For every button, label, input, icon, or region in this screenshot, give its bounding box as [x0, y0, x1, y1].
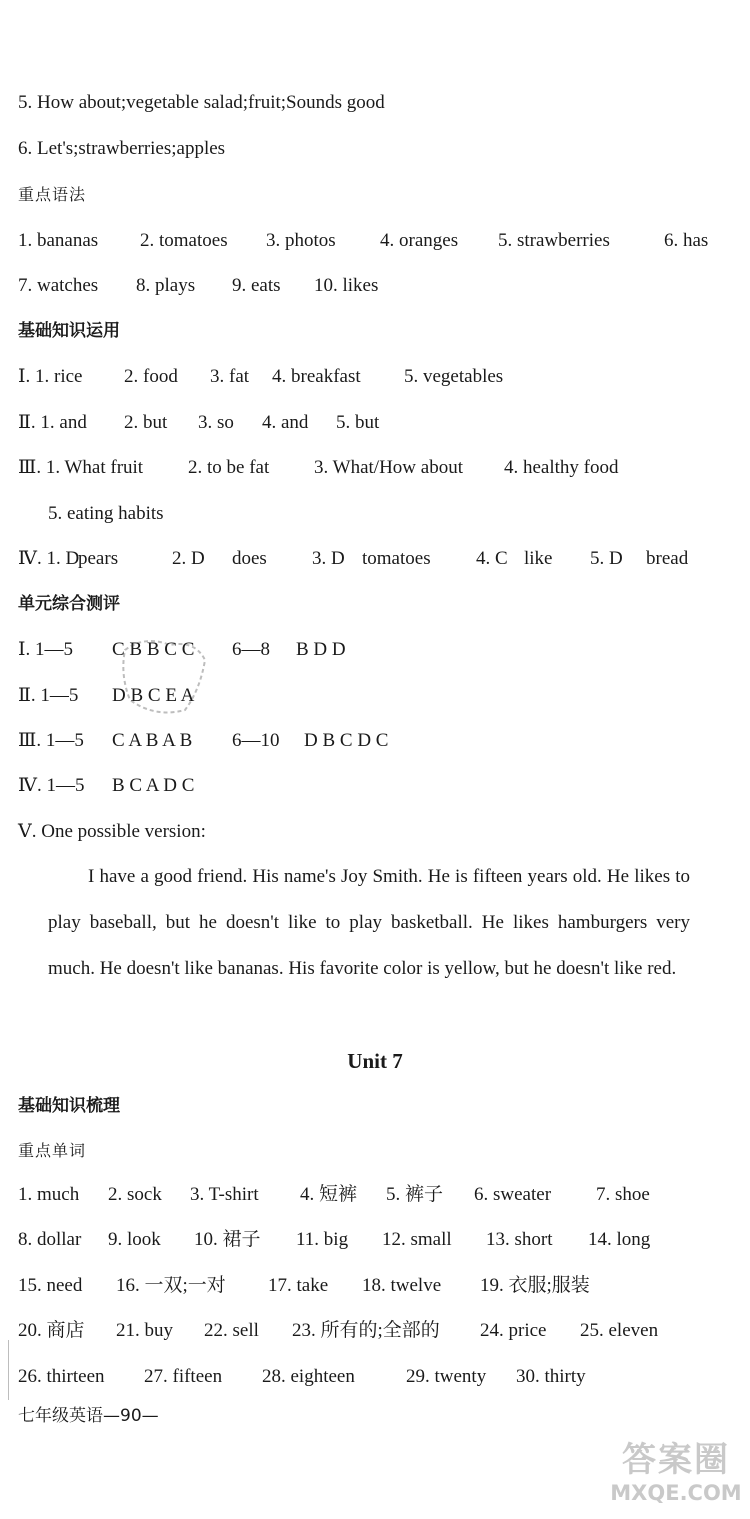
basic-use-item: 3. D [312, 548, 345, 569]
unit7-sub-heading: 重点单词 [18, 1141, 87, 1160]
word-row-5 [18, 1365, 742, 1389]
basic-use-item: Ⅱ. 1. and [18, 412, 87, 433]
word-item: 4. 短裤 [300, 1184, 358, 1205]
basic-use-item: 5. but [336, 412, 380, 433]
basic-use-row-4 [18, 547, 742, 571]
unit-test-row-3 [18, 729, 742, 753]
unit-test-item: B D D [296, 639, 346, 660]
grammar-item: 5. strawberries [498, 230, 610, 251]
basic-use-item: does [232, 548, 267, 569]
basic-use-item: 3. so [198, 412, 234, 433]
word-item: 5. 裤子 [386, 1184, 444, 1205]
basic-use-item: pears [78, 548, 119, 569]
basic-use-row-1 [18, 365, 742, 389]
word-row-4 [18, 1319, 742, 1343]
stamp-mark [115, 630, 215, 720]
grammar-item: 3. photos [266, 230, 336, 251]
word-item: 2. sock [108, 1184, 162, 1205]
basic-use-item: 2. D [172, 548, 205, 569]
unit-test-item: D B C E A [112, 685, 195, 706]
word-item: 7. shoe [596, 1184, 650, 1205]
basic-use-heading: 基础知识运用 [18, 321, 120, 341]
basic-use-item: 5. D [590, 548, 623, 569]
word-item: 19. 衣服;服装 [480, 1275, 590, 1296]
basic-use-item: 4. breakfast [272, 366, 361, 387]
grammar-heading: 重点语法 [18, 185, 87, 204]
basic-use-item: 3. What/How about [314, 457, 463, 478]
margin-rule [8, 1340, 9, 1400]
grammar-item: 6. has [664, 230, 709, 251]
watermark-cn: 答案圈 [622, 1440, 730, 1480]
word-item: 11. big [296, 1229, 349, 1250]
unit-test-item: D B C D C [304, 730, 389, 751]
grammar-item: 9. eats [232, 275, 281, 296]
word-item: 27. fifteen [144, 1366, 223, 1387]
answer-line-6: 6. Let's;strawberries;apples [18, 138, 226, 159]
word-item: 17. take [268, 1275, 329, 1296]
unit-test-item: C A B A B [112, 730, 193, 751]
essay-text: I have a good friend. His name's Joy Smith. He is fifteen years old. He likes to play baseball, but he doesn't like to play basketball. He likes hamburgers very much. He doesn't like bananas. His favorite color is yellow, but he doesn't like red. [48, 866, 690, 979]
grammar-item: 7. watches [18, 275, 99, 296]
word-item: 23. 所有的;全部的 [292, 1320, 440, 1341]
word-row-2 [18, 1228, 742, 1252]
word-item: 3. T-shirt [190, 1184, 259, 1205]
word-item: 15. need [18, 1275, 83, 1296]
word-item: 9. look [108, 1229, 161, 1250]
grammar-item: 2. tomatoes [140, 230, 228, 251]
grammar-item: 8. plays [136, 275, 196, 296]
watermark-en: MXQE.COM [610, 1481, 742, 1505]
grammar-item: 1. bananas [18, 230, 99, 251]
word-item: 16. 一双;一对 [116, 1275, 226, 1296]
word-row-3 [18, 1274, 742, 1298]
site-watermark [606, 1440, 746, 1515]
word-item: 8. dollar [18, 1229, 82, 1250]
basic-use-item: like [524, 548, 553, 569]
word-item: 24. price [480, 1320, 547, 1341]
basic-use-item: Ⅰ. 1. rice [18, 366, 83, 387]
word-row-1 [18, 1183, 742, 1207]
grammar-item: 4. oranges [380, 230, 459, 251]
word-item: 25. eleven [580, 1320, 659, 1341]
word-item: 30. thirty [516, 1366, 586, 1387]
word-item: 21. buy [116, 1320, 173, 1341]
word-item: 10. 裙子 [194, 1229, 261, 1250]
unit-test-item: B C A D C [112, 775, 195, 796]
word-item: 14. long [588, 1229, 651, 1250]
word-item: 29. twenty [406, 1366, 487, 1387]
word-item: 13. short [486, 1229, 553, 1250]
basic-use-item: 4. C [476, 548, 508, 569]
basic-use-item: 2. but [124, 412, 168, 433]
basic-use-item: bread [646, 548, 689, 569]
basic-use-item: 4. and [262, 412, 309, 433]
word-item: 28. eighteen [262, 1366, 355, 1387]
unit-test-item: Ⅱ. 1—5 [18, 685, 79, 706]
word-item: 20. 商店 [18, 1320, 85, 1341]
essay-paragraph [48, 854, 690, 992]
word-item: 22. sell [204, 1320, 259, 1341]
page-footer: 七年级英语—90— [18, 1406, 159, 1426]
unit-test-row-5: Ⅴ. One possible version: [18, 821, 206, 842]
word-item: 1. much [18, 1184, 80, 1205]
unit-test-item: Ⅳ. 1—5 [18, 775, 85, 796]
word-item: 26. thirteen [18, 1366, 105, 1387]
basic-use-item: Ⅳ. 1. D [18, 548, 80, 569]
basic-use-item: 2. to be fat [188, 457, 270, 478]
unit7-section-heading: 基础知识梳理 [18, 1096, 120, 1116]
basic-use-item: Ⅲ. 1. What fruit [18, 457, 144, 478]
basic-use-row-3 [18, 456, 742, 480]
unit-test-heading: 单元综合测评 [18, 594, 120, 614]
unit-test-item: 6—8 [232, 639, 270, 660]
word-item: 6. sweater [474, 1184, 552, 1205]
grammar-row-1 [18, 229, 742, 253]
unit-title: Unit 7 [347, 1049, 403, 1073]
unit-test-item: 6—10 [232, 730, 280, 751]
basic-use-row-2 [18, 411, 742, 435]
basic-use-item: 3. fat [210, 366, 250, 387]
basic-use-row-3-cont: 5. eating habits [48, 503, 164, 524]
word-item: 12. small [382, 1229, 452, 1250]
basic-use-item: tomatoes [362, 548, 431, 569]
word-item: 18. twelve [362, 1275, 442, 1296]
unit-test-item: Ⅰ. 1—5 [18, 639, 74, 660]
basic-use-item: 4. healthy food [504, 457, 619, 478]
basic-use-item: 2. food [124, 366, 178, 387]
grammar-item: 10. likes [314, 275, 379, 296]
unit-test-item: Ⅲ. 1—5 [18, 730, 84, 751]
unit-test-item: C B B C C [112, 639, 195, 660]
answer-line-5: 5. How about;vegetable salad;fruit;Sounds good [18, 92, 385, 113]
basic-use-item: 5. vegetables [404, 366, 504, 387]
grammar-row-2 [18, 274, 742, 298]
unit-test-row-4 [18, 774, 742, 798]
